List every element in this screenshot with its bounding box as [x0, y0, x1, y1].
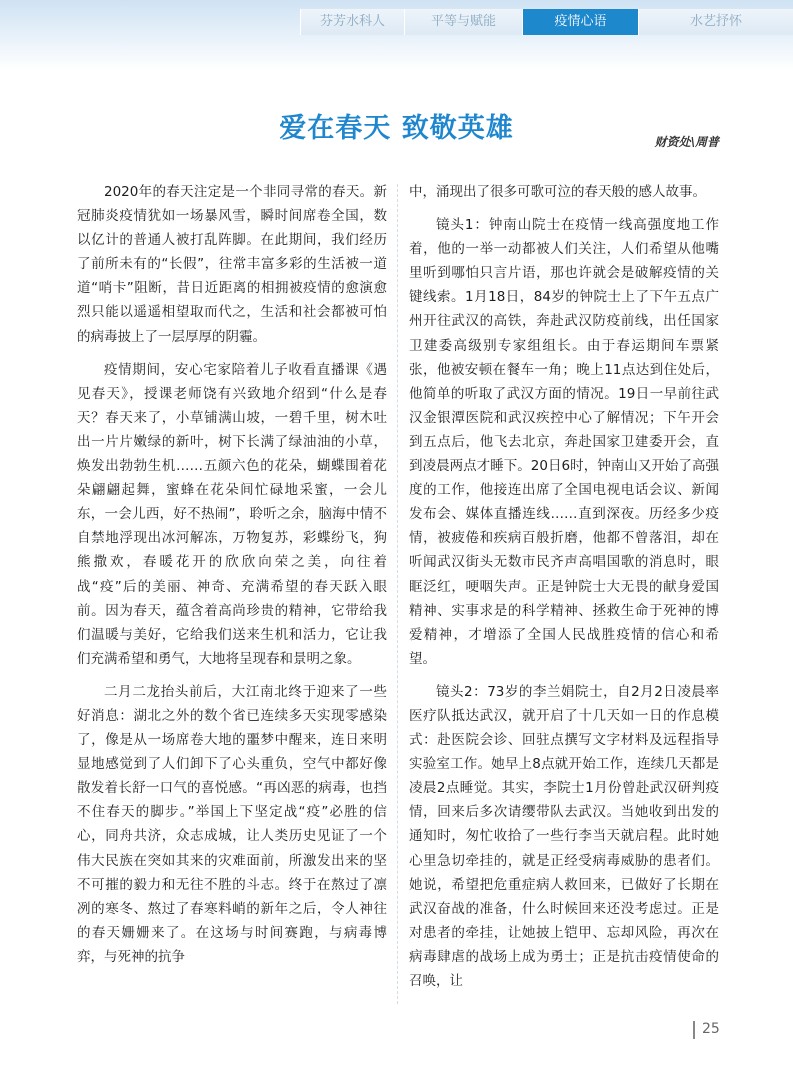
article-title: 爱在春天 致敬英雄	[279, 113, 514, 145]
tab-water-art[interactable]: 水艺抒怀	[638, 9, 793, 35]
page-number-bar	[693, 1021, 695, 1039]
page-number: 25	[702, 1021, 720, 1037]
tab-epidemic-voices[interactable]: 疫情心语	[522, 9, 638, 35]
paragraph: 镜头1：钟南山院士在疫情一线高强度地工作着，他的一举一动都被人们关注，人们希望从他嘴里听到哪怕只言片语，那也许就会是破解疫情的关键线索。1月18日，84岁的钟院士上了下午五点广州开往武汉的高铁，奔赴武汉防疫前线，出任国家卫建委高级别专家组组长。由于春运期间车票紧张，他被安顿在餐车一角；晚上11点达到住处后，他简单的听取了武汉方面的情况。19日一早前往武汉金银潭医院和武汉疾控中心了解情况；下午开会到五点后，他飞去北京，奔赴国家卫建委开会，直到凌晨两点才睡下。20日6时，钟南山又开始了高强度的工作，他接连出席了全国电视电话会议、新闻发布会、媒体直播连线……直到深夜。历经多少疫情，被疲倦和疾病百般折磨，他都不曾落泪，却在听闻武汉街头无数市民齐声高唱国歌的消息时，眼眶泛红，哽咽失声。正是钟院士大无畏的献身爱国精神、实事求是的科学精神、拯救生命于死神的博爱精神，才增添了全国人民战胜疫情的信心和希望。	[409, 217, 719, 667]
section-tabs	[300, 9, 793, 35]
paragraph: 疫情期间，安心宅家陪着儿子收看直播课《遇见春天》，授课老师饶有兴致地介绍到“什么是春天？春天来了，小草铺满山坡，一碧千里，树木吐出一片片嫩绿的新叶，树下长满了绿油油的小草，焕发出勃勃生机……五颜六色的花朵，蝴蝶围着花朵翩翩起舞，蜜蜂在花朵间忙碌地采蜜，一会儿东，一会儿西，好不热闹”，聆听之余，脑海中情不自禁地浮现出冰河解冻，万物复苏，彩蝶纷飞，狗熊撒欢，春暖花开的欣欣向荣之美，向往着战“疫”后的美丽、神奇、充满希望的春天跃入眼前。因为春天，蕴含着高尚珍贵的精神，它带给我们温暖与美好，它给我们送来生机和活力，它让我们充满希望和勇气，大地将呈现春和景明之象。	[77, 361, 387, 667]
paragraph: 2020年的春天注定是一个非同寻常的春天。新冠肺炎疫情犹如一场暴风雪，瞬时间席卷全国，数以亿计的普通人被打乱阵脚。在此期间，我们经历了前所未有的“长假”，往常丰富多彩的生活被一道道“哨卡”阻断，昔日近距离的相拥被疫情的愈演愈烈只能以遥遥相望取而代之，生活和社会都被可怕的病毒披上了一层厚厚的阴霾。	[77, 184, 387, 345]
article-column-left	[77, 180, 387, 978]
tab-equality-empowerment[interactable]: 平等与赋能	[404, 9, 522, 35]
column-divider	[397, 184, 398, 1004]
paragraph: 镜头2：73岁的李兰娟院士，自2月2日凌晨率医疗队抵达武汉，就开启了十几天如一日的作息模式：赴医院会诊、回驻点撰写文字材料及远程指导实验室工作。她早上8点就开始工作，连续几天都是凌晨2点睡觉。其实，李院士1月份曾赴武汉研判疫情，回来后多次请缨带队去武汉。当她收到出发的通知时，匆忙收拾了一些行李当天就启程。此时她心里急切牵挂的，就是正经受病毒威胁的患者们。她说，希望把危重症病人救回来，已做好了长期在武汉奋战的准备，什么时候回来还没考虑过。正是对患者的牵挂，让她披上铠甲、忘却风险，再次在病毒肆虐的战场上成为勇士；正是抗击疫情使命的召唤，让	[409, 683, 719, 989]
paragraph: 二月二龙抬头前后，大江南北终于迎来了一些好消息：湖北之外的数个省已连续多天实现零感染了，像是从一场席卷大地的噩梦中醒来，连日来明显地感觉到了人们卸下了心头重负，空气中都好像散发着长舒一口气的喜悦感。“再凶恶的病毒，也挡不住春天的脚步。”举国上下坚定战“疫”必胜的信心，同舟共济，众志成城，让人类历史见证了一个伟大民族在突如其来的灾难面前，所激发出来的坚不可摧的毅力和无往不胜的斗志。终于在熬过了凛冽的寒冬、熬过了春寒料峭的新年之后，令人神往的春天姗姗来了。在这场与时间赛跑，与病毒博弈，与死神的抗争	[77, 683, 387, 965]
tab-fragrant-water-people[interactable]: 芬芳水科人	[300, 9, 404, 35]
paragraph-continuation: 中，涌现出了很多可歌可泣的春天般的感人故事。	[409, 184, 706, 200]
article-column-right	[409, 180, 719, 1002]
article-byline: 财资处\周普	[654, 135, 719, 149]
